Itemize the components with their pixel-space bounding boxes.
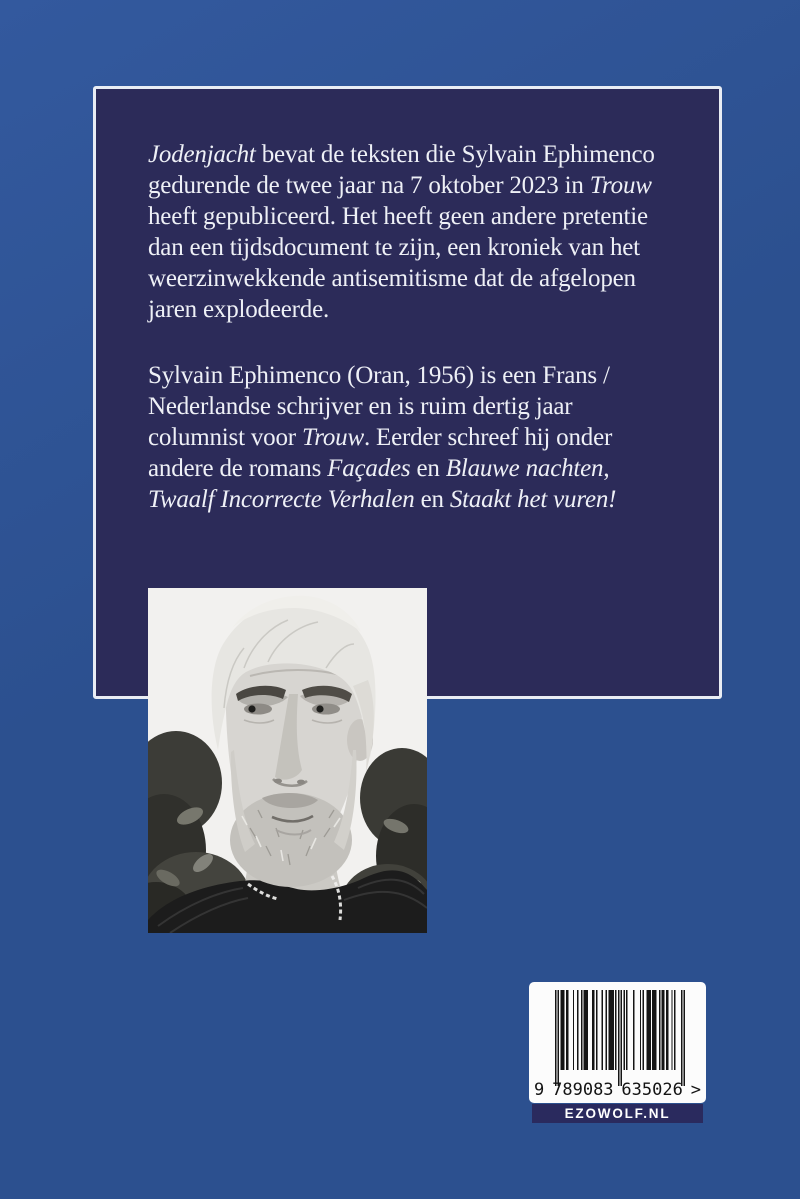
blurb: [148, 139, 708, 515]
publisher-band: [532, 1104, 703, 1123]
isbn-group2: 635026: [621, 1080, 683, 1100]
author-portrait: [148, 588, 427, 933]
paragraph: Jodenjacht bevat de teksten die Sylvain Ephimenco gedurende de twee jaar na 7 oktober 2023 in Trouw heeft gepubliceerd. Het heeft geen andere pretentie dan een tijdsdocument te zijn, een kroniek van het weerzinwekkende antisemitisme dat de afgelopen jaren explodeerde.: [148, 141, 655, 323]
isbn-number: [529, 1079, 706, 1100]
isbn-prefix: 9: [534, 1080, 545, 1100]
publisher-label: EZOWOLF.NL: [564, 1106, 671, 1121]
isbn-arrow: >: [690, 1080, 701, 1100]
barcode-block: [529, 982, 706, 1103]
author-photo: [148, 588, 427, 933]
isbn-group1: 789083: [552, 1080, 614, 1100]
barcode-bars: [555, 990, 685, 1087]
paragraph: Sylvain Ephimenco (Oran, 1956) is een Frans / Nederlandse schrijver en is ruim dertig jaar columnist voor Trouw. Eerder schreef hij onder andere de romans Façades en Blauwe nachten, Twaalf Incorrecte Verhalen en Staakt het vuren!: [148, 362, 617, 513]
